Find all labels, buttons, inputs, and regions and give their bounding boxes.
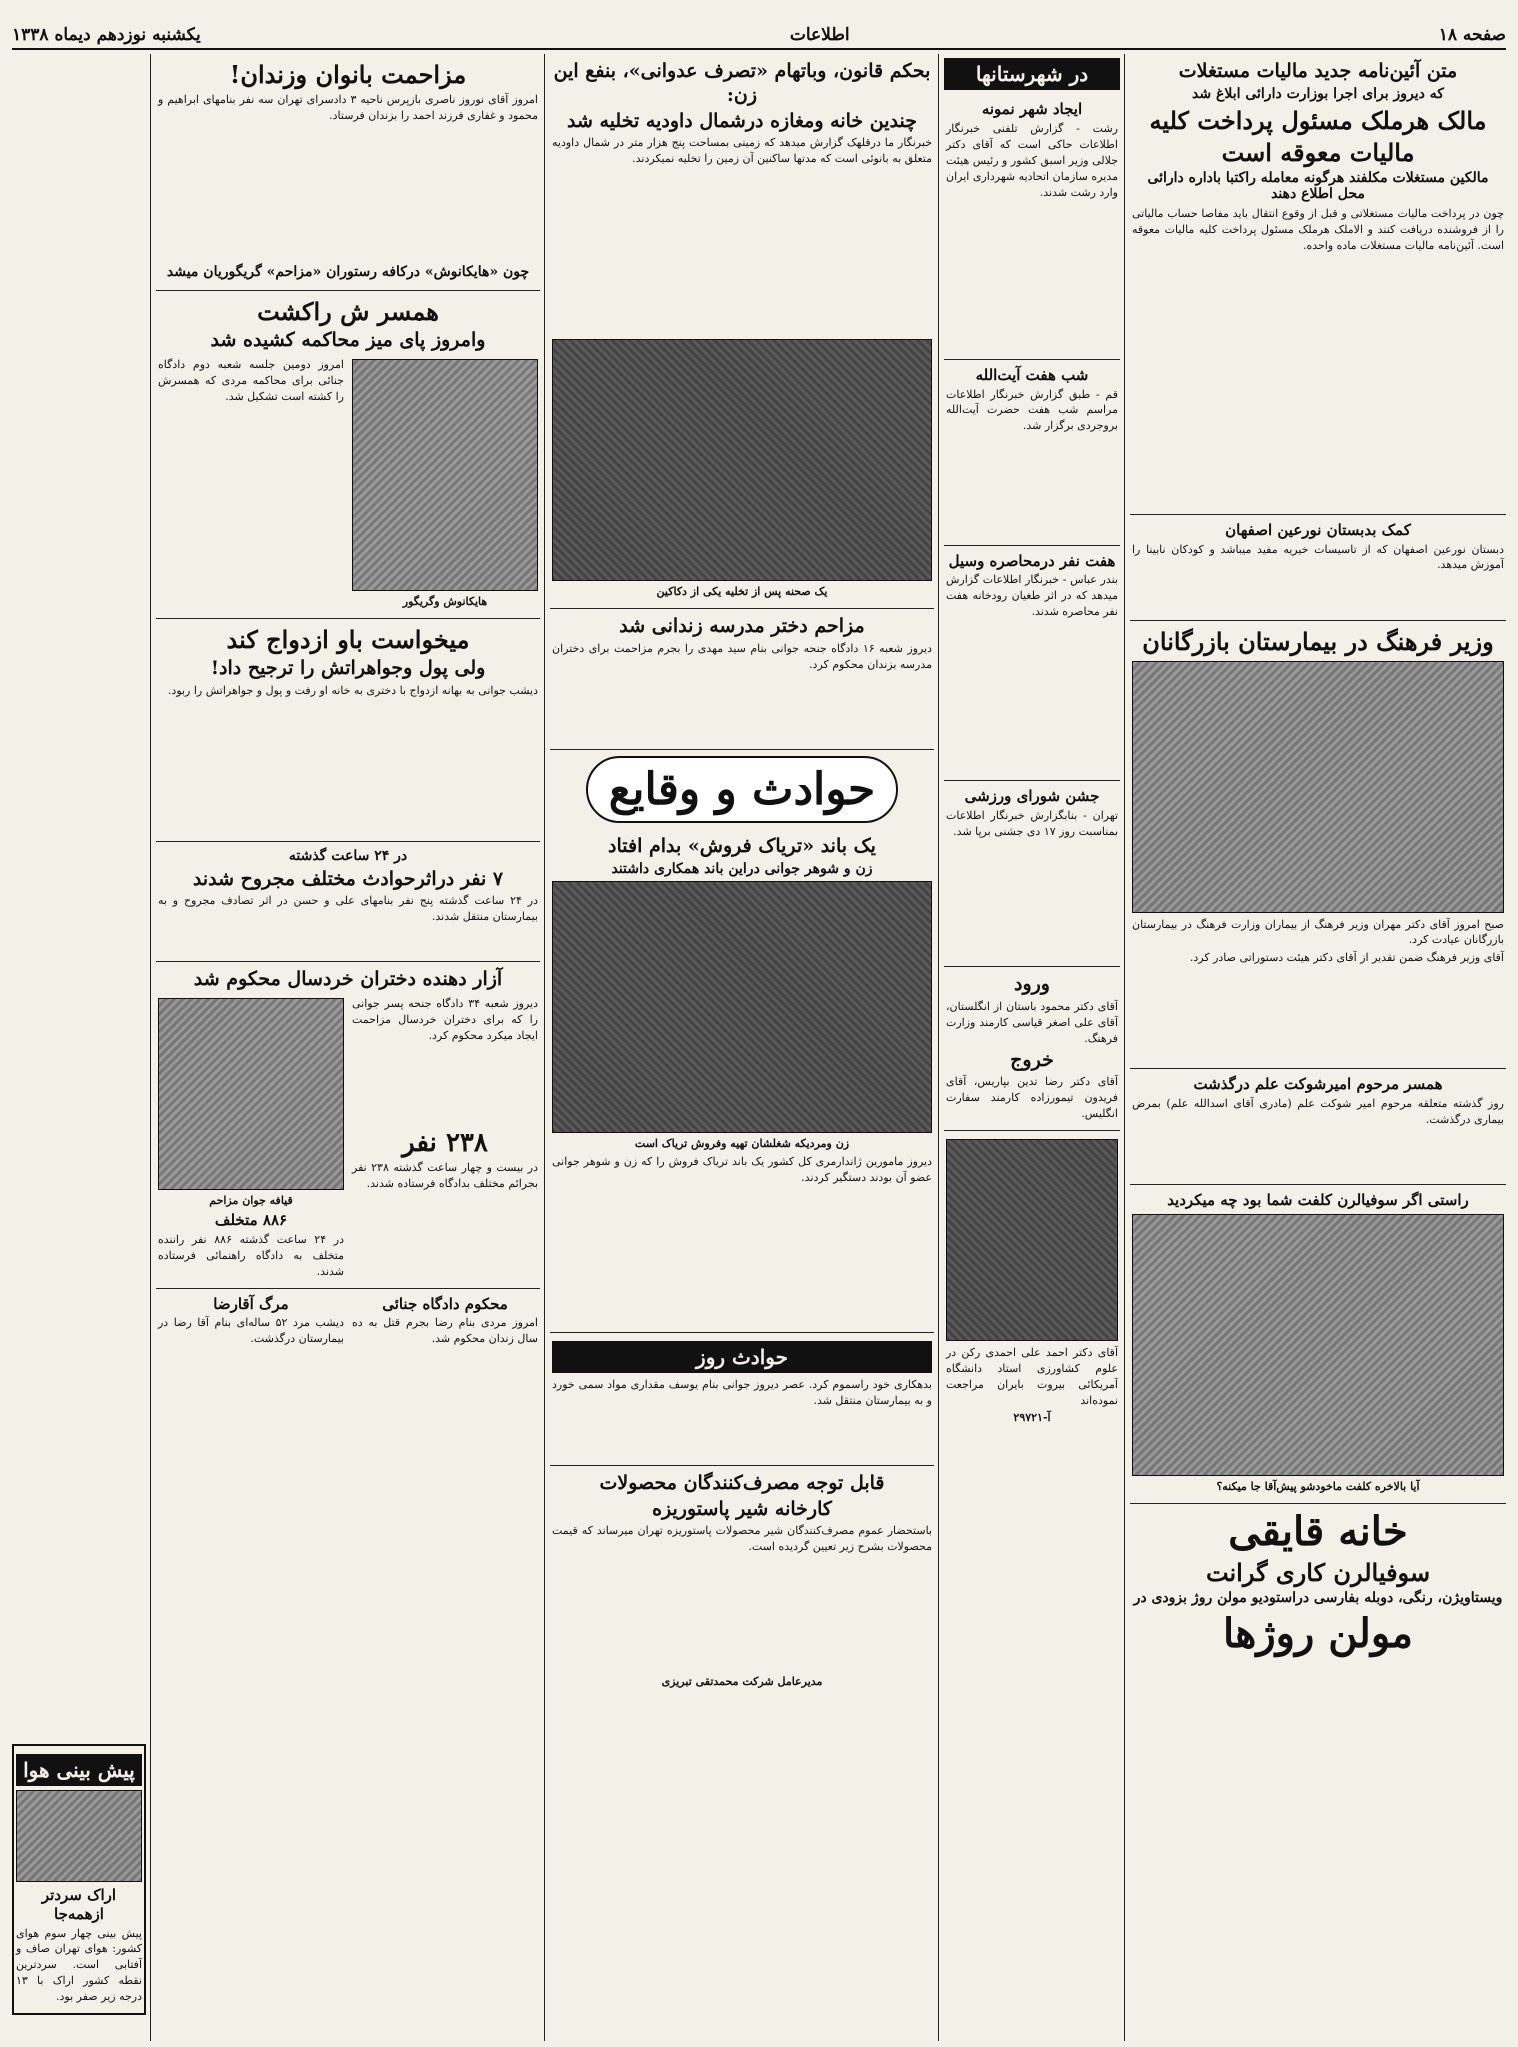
issue-date: یکشنبه نوزدهم دیماه ۱۳۳۸ (12, 25, 201, 45)
marry-article (156, 619, 540, 842)
girls-article (156, 962, 540, 1288)
page-header (12, 22, 1506, 50)
daily-events-banner: حوادث روز (552, 1341, 932, 1373)
ad-stars: سوفیالرن کاری گرانت (1205, 1557, 1431, 1587)
column-1 (1130, 54, 1506, 2041)
death-title: مرگ آقارضا (213, 1294, 289, 1313)
girls-photo (158, 998, 344, 1190)
page-number: صفحه ۱۸ (1438, 25, 1506, 45)
arrivals-title: ورود (1014, 973, 1050, 995)
cinema-ad (1130, 1504, 1506, 1664)
accident-title: ۷ نفر دراثرحوادث مختلف مجروح شدند (192, 867, 504, 890)
column-4 (156, 54, 540, 2041)
esfahan-title: کمک بدبستان نورعین اصفهان (1225, 520, 1411, 539)
portrait-block (944, 1131, 1120, 1434)
law-caption: یک صحنه پس از تخلیه یکی از دکاکین (656, 585, 828, 599)
opium-photo (552, 881, 932, 1133)
arrivals (944, 967, 1120, 1131)
women-footer: چون «هایکانوش» درکافه رستوران «مزاحم» گریگوریان میشد (166, 264, 530, 280)
violators-title: ۸۸۶ متخلف (214, 1211, 288, 1229)
court-photo (352, 359, 538, 591)
film-title: راستی اگر سوفیالرن کلفت شما بود چه میکردید (1167, 1191, 1469, 1210)
arrivals-body: آقای دکتر محمود باستان از انگلستان، آقای علی اصغر قیاسی کارمند وزارت فرهنگ. (946, 999, 1118, 1045)
weather-box (12, 1744, 146, 2015)
weather-title: اراک سردتر ازهمه‌جا (41, 1886, 117, 1923)
law-subtitle: چندین خانه ومغازه درشمال داودیه تخلیه شد (567, 109, 917, 132)
hospital-title: وزیر فرهنگ در بیمارستان بازرگانان (1142, 626, 1494, 656)
opium-caption: زن ومردیکه شغلشان تهیه وفروش تریاک است (634, 1136, 850, 1150)
ad-cinema: مولن روژها (1223, 1609, 1413, 1657)
provinces-item-body: بندر عباس - خبرنگار اطلاعات گزارش میدهد که در اثر طغیان رودخانه هفت نفر محاصره شدند. (946, 573, 1118, 619)
marry-body: دیشب جوانی به بهانه ازدواج با دختری به خانه او رفت و پول و جواهراتش را ربود. (167, 683, 538, 697)
provinces-item-1 (944, 360, 1120, 546)
marry-title-2: ولی پول وجواهراتش را ترجیح داد! (210, 656, 486, 679)
ad-title: خانه قایقی (1228, 1507, 1408, 1555)
law-article (550, 54, 934, 609)
milk-title: قابل توجه مصرف‌کنندگان محصولات (599, 1471, 885, 1494)
court-article (156, 291, 540, 619)
paper-name: اطلاعات (789, 25, 850, 45)
portrait-caption: آقای دکتر احمد علی احمدی رکن در علوم کشاورزی استاد دانشگاه آمریکائی بیروت بایران مراجعت نموده‌اند (946, 1346, 1118, 1407)
esfahan-article (1130, 515, 1506, 621)
provinces-item-body: تهران - بنابگزارش خبرنگار اطلاعات بمناسبت روز ۱۷ دی جشنی برپا شد. (946, 809, 1118, 838)
provinces-item-body: رشت - گزارش تلفنی خبرنگار اطلاعات حاکی است که آقای دکتر جلالی وزیر اسبق کشور و رئیس هیئت مدیره سازمان اتحادیه شهرداری ایران وارد رشت شدند. (946, 121, 1118, 199)
obituary-article (1130, 1069, 1506, 1185)
school-title: مزاحم دختر مدرسه زندانی شد (619, 615, 865, 638)
opium-article (550, 829, 934, 1333)
verdict-article (156, 1289, 540, 1356)
hospital-caption: صبح امروز آقای دکتر مهران وزیر فرهنگ از بیماران وزارت فرهنگ در بیمارستان بازرگانان عیادت کرد. (1132, 917, 1504, 947)
girls-caption: قیافه جوان مزاحم (209, 1194, 293, 1207)
death-body: دیشب مرد ۵۲ ساله‌ای بنام آقا رضا در بیمارستان درگذشت. (158, 1316, 344, 1346)
provinces-item-title: هفت نفر درمحاصره وسیل (948, 551, 1116, 570)
court-title: همسر ش راکشت (257, 297, 439, 326)
ad-details: ویستاویژن، رنگی، دوبله بفارسی دراستودیو مولن روژ بزودی در (1133, 1589, 1503, 1606)
obituary-body: روز گذشته متعلقه مرحوم امیر شوکت علم (مادری آقای اسدالله علم) بمرض بیماری درگذشت. (1132, 1097, 1504, 1127)
court-body: امروز دومین جلسه شعبه دوم دادگاه جنائی برای محاکمه مردی که همسرش را کشته است تشکیل شد. (158, 357, 344, 403)
court-title-2: وامروز پای میز محاکمه کشیده شد (210, 329, 486, 351)
weather-logo: پیش بینی هوا (16, 1754, 142, 1786)
law-photo (552, 339, 932, 581)
daily-events-body: بدهکاری خود راسموم کرد. عصر دیروز جوانی بنام یوسف مقداری مواد سمی خورد و به بیمارستان منتقل شد. (552, 1377, 932, 1407)
accident-body: در ۲۴ ساعت گذشته پنج نفر بنامهای علی و حسن در اثر تصادف مجروح و به بیمارستان منتقل شدند. (158, 894, 538, 924)
school-body: دیروز شعبه ۱۶ دادگاه جنحه جوانی بنام سید مهدی را بجرم مزاحمت برای دختران مدرسه بزندان محکوم کرد. (552, 642, 932, 671)
count-title: ۲۳۸ نفر (402, 1128, 488, 1158)
milk-signature: مدیرعامل شرکت محمدتقی تبریزی (661, 1675, 823, 1689)
accident-kicker: در ۲۴ ساعت گذشته (288, 847, 408, 864)
hospital-body: آقای وزیر فرهنگ ضمن تقدیر از آقای دکتر هیئت دستوراتی صادر کرد. (1189, 951, 1504, 965)
hospital-article (1130, 621, 1506, 1070)
events-logo: حوادث و وقایع (586, 756, 897, 823)
portrait-photo (946, 1139, 1118, 1341)
women-article (156, 54, 540, 291)
provinces-item-2 (944, 546, 1120, 782)
film-caption: آیا بالاخره کلفت ماخودشو پیش‌آقا جا میکنه؟ (1216, 1479, 1420, 1493)
provinces-item-title: جشن شورای ورزشی (964, 787, 1100, 806)
accident-article (156, 842, 540, 963)
column-3 (550, 54, 934, 2041)
tax-subtitle-2: مالکین مستغلات مکلفند هرگونه معامله راکتبا باداره دارائی محل اطلاع دهند (1147, 169, 1489, 202)
departures-title: خروج (1010, 1048, 1054, 1071)
milk-ad (550, 1466, 934, 1699)
film-photo (1132, 1214, 1504, 1476)
violators-body: در ۲۴ ساعت گذشته ۸۸۶ نفر راننده متخلف به دادگاه راهنمائی فرستاده شدند. (158, 1232, 344, 1278)
count-body: در بیست و چهار ساعت گذشته ۲۳۸ نفر بجرائم مختلف بدادگاه فرستاده شدند. (352, 1161, 538, 1190)
opium-title: یک باند «تریاک فروش» بدام افتاد (608, 835, 876, 857)
school-article (550, 609, 934, 750)
tax-title: متن آئین‌نامه جدید مالیات مستغلات (1178, 60, 1458, 82)
daily-events (550, 1333, 934, 1466)
provinces-item-body: قم - طبق گزارش خبرنگار اطلاعات مراسم شب هفت حضرت آیت‌الله بروجردی برگزار شد. (946, 387, 1118, 433)
tax-headline-3: مالیات معوقه است (1221, 137, 1415, 167)
weather-body: پیش بینی چهار سوم هوای کشور: هوای تهران صاف و آفتابی است. سردترین نقطه کشور اراک با ۱۳ درجه زیر صفر بود. (16, 1926, 142, 2004)
provinces-item-title: شب هفت آیت‌الله (975, 365, 1089, 384)
women-title: مزاحمت بانوان وزندان! (229, 60, 467, 89)
law-body: خبرنگار ما درقلهک گزارش میدهد که زمینی بمساحت پنج هزار متر در شمال داودیه متعلق به بانوئی است که مدتها ساکنین آن زمین را تخلیه نمیکردند. (552, 136, 932, 166)
provinces-item-title: ایجاد شهر نمونه (981, 100, 1083, 118)
verdict-body: امروز مردی بنام رضا بجرم قتل به ده سال زندان محکوم شد. (352, 1316, 538, 1346)
law-title: بحکم قانون، وباتهام «تصرف عدوانی»، بنفع این زن: (553, 60, 931, 106)
weather-illustration (16, 1790, 142, 1882)
provinces-banner: در شهرستانها (944, 58, 1120, 90)
opium-body: دیروز مامورین ژاندارمری کل کشور یک باند تریاک فروش را که زن و شوهر جوانی عضو آن بودند دستگیر کردند. (552, 1154, 932, 1184)
esfahan-body: دبستان نورعین اصفهان که از تاسیسات خیریه مفید میباشد و کودکان نابینا را آموزش میدهد. (1132, 542, 1504, 572)
tax-headline-2: مالک هرملک مسئول پرداخت کلیه (1149, 105, 1487, 135)
column-2 (944, 54, 1120, 2041)
women-body: امروز آقای نوروز ناصری بازپرس ناحیه ۳ دادسرای تهران سه نفر بنامهای ابراهیم و محمود و غفاری فرزند احمد را بزندان فرستاد. (158, 93, 538, 122)
film-article (1130, 1185, 1506, 1504)
departures-body: آقای دکتر رضا تدین بپاریس، آقای فریدون تیمورزاده کارمند سفارت انگلیس. (946, 1075, 1118, 1121)
provinces-item-0 (944, 94, 1120, 360)
portrait-code: آ-۲۹۷۲۱ (1013, 1410, 1051, 1424)
verdict-title: محکوم دادگاه جنائی (382, 1294, 508, 1313)
hospital-photo (1132, 661, 1504, 913)
girls-title: آزار دهنده دختران خردسال محکوم شد (193, 968, 503, 991)
milk-title-2: کارخانه شیر پاستوریزه (652, 1497, 832, 1520)
tax-body: چون در پرداخت مالیات مستغلاتی و قبل از وقوع انتقال باید مفاصا حساب مالیاتی را از فروشنده دریافت کنند و الاملک هرملک مسئول پرداخت کلیه مالیات معوقه است. آئین‌نامه مالیات مستغلات ماده واحده. (1132, 206, 1504, 252)
tax-article (1130, 54, 1506, 515)
tax-subtitle: که دیروز برای اجرا بوزارت دارائی ابلاغ شد (1192, 85, 1444, 102)
opium-subtitle: زن و شوهر جوانی دراین باند همکاری داشتند (611, 860, 873, 877)
obituary-title: همسر مرحوم امیرشوکت علم درگذشت (1193, 1075, 1443, 1094)
court-caption: هایکانوش وگریگور (402, 594, 488, 608)
girls-body: دیروز شعبه ۳۴ دادگاه جنحه پسر جوانی را که برای دختران خردسال مزاحمت ایجاد میکرد محکوم کرد. (352, 997, 538, 1042)
provinces-item-3 (944, 781, 1120, 967)
milk-body: باستحضار عموم مصرف‌کنندگان شیر محصولات پاستوریزه تهران میرساند که قیمت محصولات بشرح زیر تعیین گردیده است. (552, 1524, 932, 1554)
marry-title: میخواست باو ازدواج کند (226, 624, 470, 654)
column-5 (12, 54, 146, 2041)
